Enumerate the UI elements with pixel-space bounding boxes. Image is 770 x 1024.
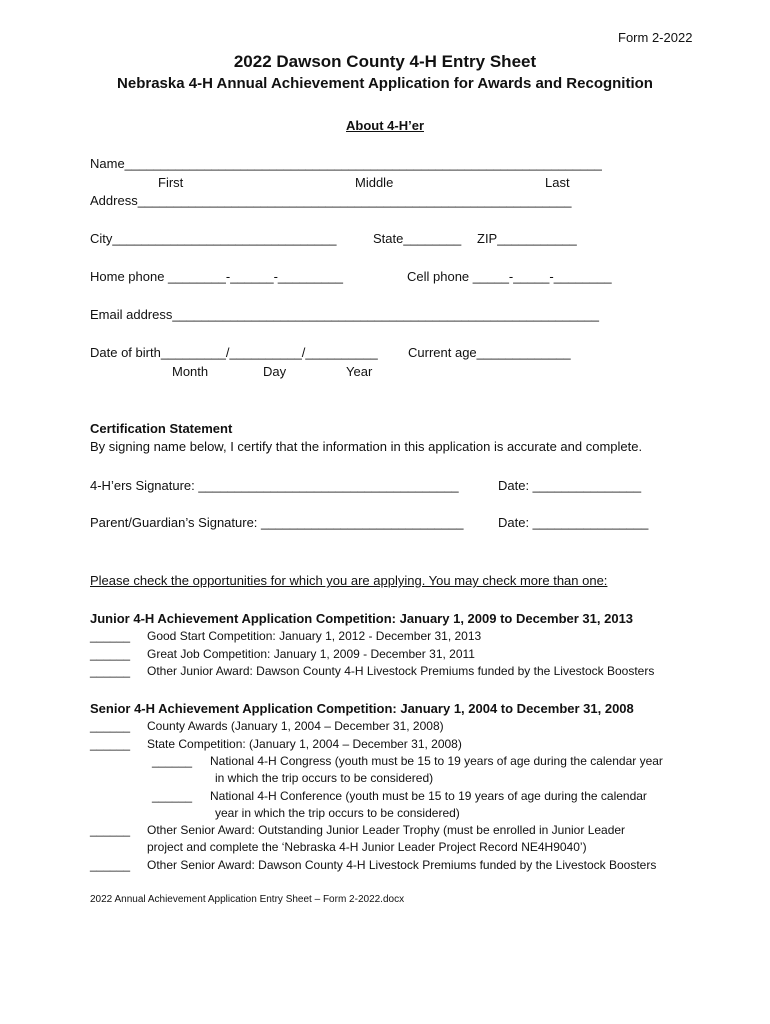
dob-month-label: Month [172,364,209,379]
dob-year-label: Year [346,364,373,379]
senior-livestock-label: Other Senior Award: Dawson County 4-H Livestock Premiums funded by the Livestock Boosters [147,858,657,872]
certification-statement: By signing name below, I certify that the information in this application is accurate and complete. [90,439,643,454]
zip-field[interactable]: ZIP___________ [477,231,577,246]
senior-county-label: County Awards (January 1, 2004 – December 31, 2008) [147,719,444,733]
youth-date-field[interactable]: Date: _______________ [498,478,642,493]
junior-good-start-checkbox[interactable]: ______ [90,629,131,643]
senior-state-label: State Competition: (January 1, 2004 – December 31, 2008) [147,737,462,751]
senior-county-checkbox[interactable]: ______ [90,719,131,733]
senior-congress-checkbox[interactable]: ______ [152,754,193,768]
home-phone-field[interactable]: Home phone ________-______-_________ [90,269,343,284]
dob-field[interactable]: Date of birth_________/__________/__________ [90,345,378,360]
senior-leader-label-cont: project and complete the ‘Nebraska 4-H Junior Leader Project Record NE4H9040’) [147,840,587,854]
opportunities-intro: Please check the opportunities for which you are applying. You may check more than one: [90,573,608,588]
junior-livestock-label: Other Junior Award: Dawson County 4-H Livestock Premiums funded by the Livestock Boosters [147,664,655,678]
junior-great-job-checkbox[interactable]: ______ [90,647,131,661]
senior-leader-checkbox[interactable]: ______ [90,823,131,837]
name-middle-label: Middle [355,175,394,190]
senior-leader-label: Other Senior Award: Outstanding Junior Leader Trophy (must be enrolled in Junior Leader [147,823,626,837]
page-subtitle: Nebraska 4-H Annual Achievement Application for Awards and Recognition [117,75,653,92]
age-field[interactable]: Current age_____________ [408,345,571,360]
senior-conference-label: National 4-H Conference (youth must be 15 to 19 years of age during the calendar [210,789,647,803]
senior-livestock-checkbox[interactable]: ______ [90,858,131,872]
senior-congress-label-cont: in which the trip occurs to be considered) [215,771,434,785]
junior-good-start-label: Good Start Competition: January 1, 2012 - December 31, 2013 [147,629,482,643]
junior-great-job-label: Great Job Competition: January 1, 2009 - December 31, 2011 [147,647,475,661]
junior-heading: Junior 4-H Achievement Application Competition: January 1, 2009 to December 31, 2013 [90,611,634,626]
senior-congress-label: National 4-H Congress (youth must be 15 to 19 years of age during the calendar year [210,754,663,768]
parent-signature-field[interactable]: Parent/Guardian’s Signature: ____________________________ [90,515,464,530]
parent-date-field[interactable]: Date: ________________ [498,515,649,530]
about-heading: About 4-H’er [346,118,424,133]
email-field[interactable]: Email address___________________________________________________________ [90,307,599,322]
page-title: 2022 Dawson County 4-H Entry Sheet [233,52,537,71]
certification-heading: Certification Statement [90,421,233,436]
junior-livestock-checkbox[interactable]: ______ [90,664,131,678]
name-field[interactable]: Name__________________________________________________________________ [90,156,602,171]
cell-phone-field[interactable]: Cell phone _____-_____-________ [407,269,612,284]
youth-signature-field[interactable]: 4-H’ers Signature: ____________________________________ [90,478,459,493]
state-field[interactable]: State________ [373,231,462,246]
senior-heading: Senior 4-H Achievement Application Competition: January 1, 2004 to December 31, 2008 [90,701,634,716]
senior-conference-checkbox[interactable]: ______ [152,789,193,803]
name-last-label: Last [545,175,570,190]
city-field[interactable]: City_______________________________ [90,231,337,246]
page-footer: 2022 Annual Achievement Application Entry Sheet – Form 2-2022.docx [90,894,405,905]
dob-day-label: Day [263,364,287,379]
name-first-label: First [158,175,184,190]
senior-state-checkbox[interactable]: ______ [90,737,131,751]
form-number: Form 2-2022 [618,30,693,45]
senior-conference-label-cont: year in which the trip occurs to be considered) [215,806,460,820]
address-field[interactable]: Address____________________________________________________________ [90,193,572,208]
